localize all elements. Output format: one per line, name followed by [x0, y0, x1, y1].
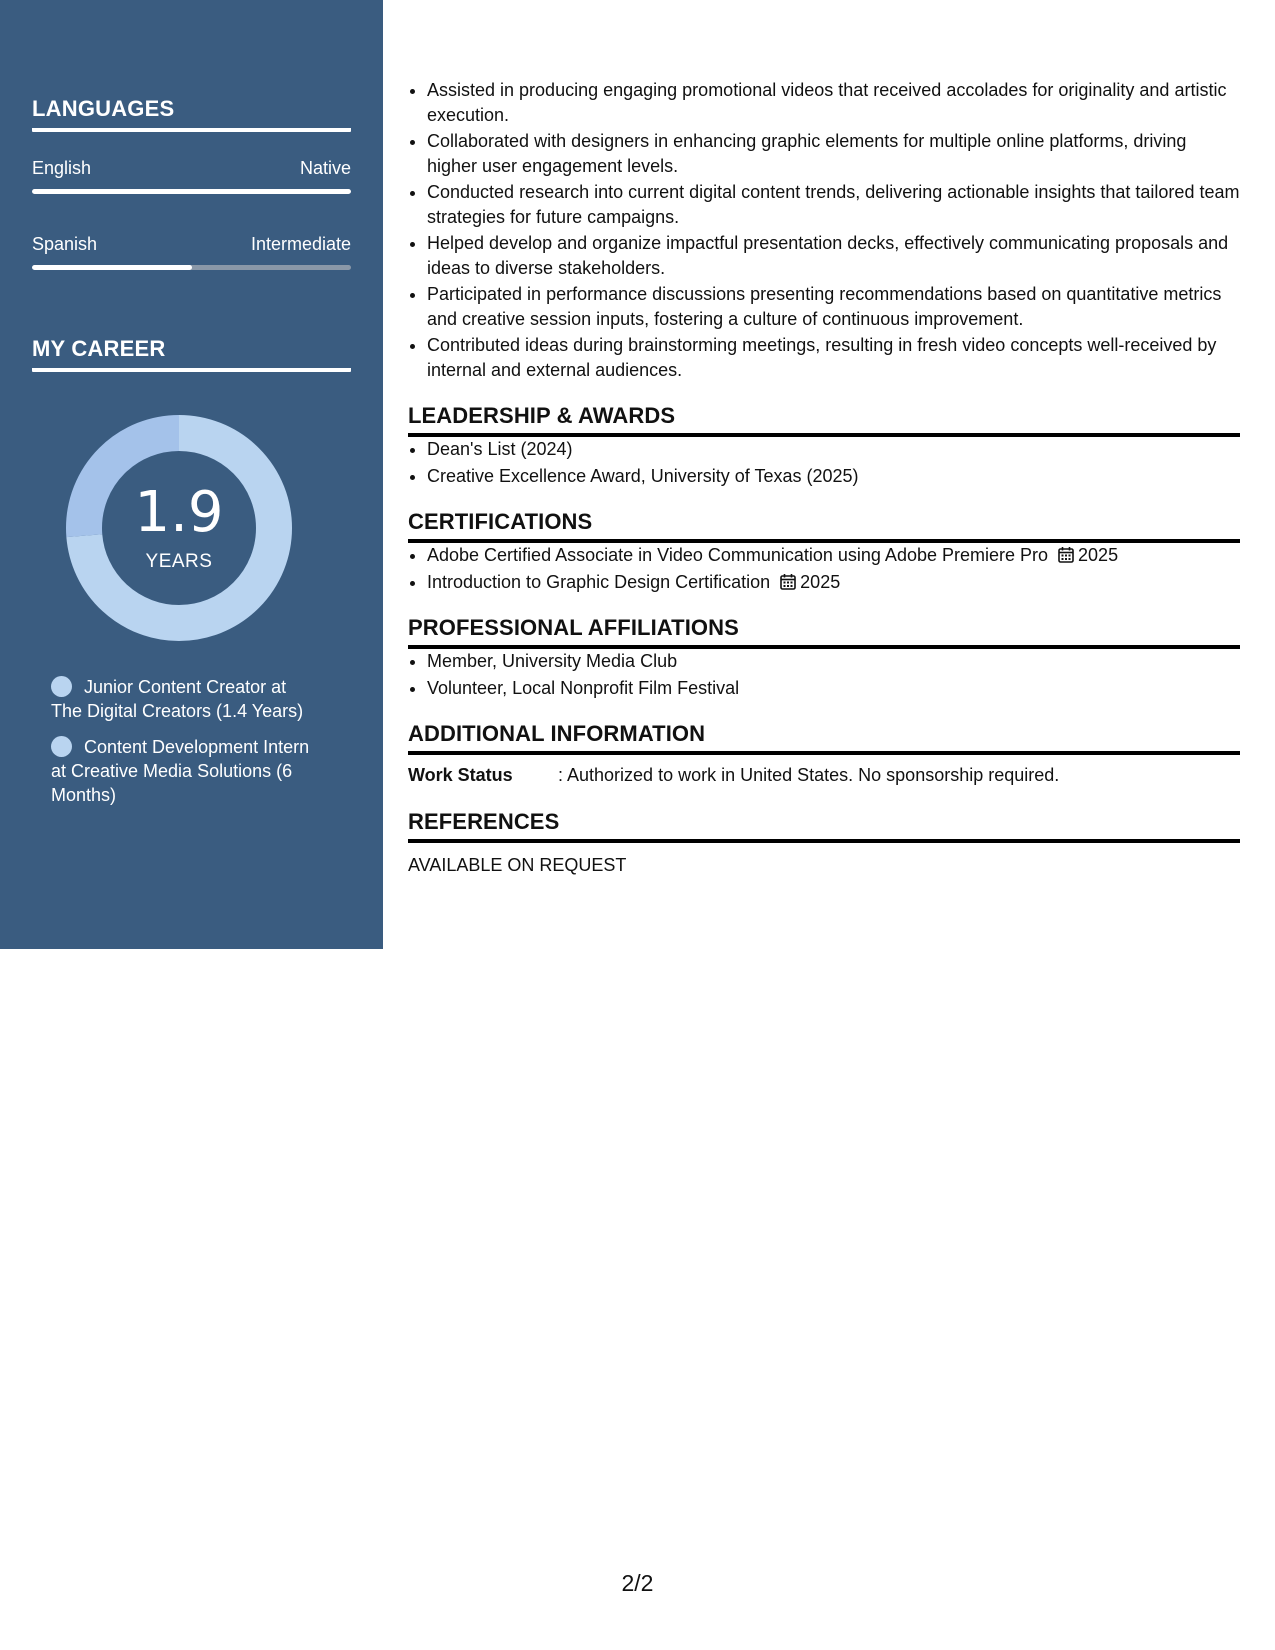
experience-bullet: • Collaborated with designers in enhancing graphic elements for multiple online platforms, driving higher user engagement levels.: [427, 129, 1240, 178]
affiliation-item: • Volunteer, Local Nonprofit Film Festival: [427, 676, 1240, 701]
career-item-text: Content Development Intern at Creative Media Solutions (6 Months): [51, 737, 310, 805]
experience-bullet: • Assisted in producing engaging promotional videos that received accolades for originality and artistic execution.: [427, 78, 1240, 127]
career-donut-center: [66, 415, 292, 641]
main-content: [408, 78, 1240, 877]
certifications-list: [408, 543, 1240, 594]
certification-year: 2025: [1078, 545, 1119, 565]
language-proficiency-fill: [32, 265, 192, 270]
language-item: [32, 234, 351, 270]
references-text: AVAILABLE ON REQUEST: [408, 854, 627, 875]
work-status-value: : Authorized to work in United States. No sponsorship required.: [558, 765, 1060, 785]
certification-date: [1058, 545, 1118, 565]
additional-info-heading: ADDITIONAL INFORMATION: [408, 720, 1240, 755]
experience-bullet: • Contributed ideas during brainstorming meetings, resulting in fresh video concepts well-received by internal and external audiences.: [427, 333, 1240, 382]
certification-item: [427, 543, 1240, 568]
language-item: [32, 158, 351, 194]
experience-bullet: • Helped develop and organize impactful presentation decks, effectively communicating proposals and ideas to diverse stakeholders.: [427, 231, 1240, 280]
certification-year: 2025: [800, 571, 841, 592]
affiliations-list: [408, 649, 1240, 700]
languages-section: [32, 96, 351, 270]
certification-name: Adobe Certified Associate in Video Communication using Adobe Premiere Pro: [427, 545, 1049, 565]
references-heading: REFERENCES: [408, 808, 1240, 843]
leadership-item: • Dean's List (2024): [427, 437, 1240, 462]
calendar-icon: [780, 573, 796, 590]
leadership-item: • Creative Excellence Award, University of Texas (2025): [427, 464, 1240, 489]
language-name: Spanish: [32, 234, 98, 254]
career-years-unit: YEARS: [145, 551, 213, 572]
language-name: English: [32, 158, 92, 178]
language-proficiency-bar: [32, 265, 351, 270]
page-number: 2/2: [621, 1570, 654, 1596]
languages-heading: LANGUAGES: [32, 96, 351, 132]
certification-date: [780, 572, 840, 592]
language-proficiency-fill: [32, 189, 351, 194]
certification-item: [427, 570, 1240, 595]
career-heading: MY CAREER: [32, 336, 351, 372]
career-list: [51, 675, 321, 819]
experience-bullet: • Conducted research into current digital content trends, delivering actionable insights that tailored team strategies for future campaigns.: [427, 180, 1240, 229]
calendar-icon: [1058, 546, 1074, 563]
sidebar: [0, 0, 383, 949]
career-dot-icon: [51, 736, 72, 757]
certifications-heading: CERTIFICATIONS: [408, 508, 1240, 543]
language-level: Intermediate: [250, 234, 351, 254]
career-item: [51, 735, 321, 807]
career-dot-icon: [51, 676, 72, 697]
experience-bullets: [408, 78, 1240, 382]
affiliations-heading: PROFESSIONAL AFFILIATIONS: [408, 614, 1240, 649]
career-total-years: 1.9: [134, 480, 224, 545]
career-item: [51, 675, 321, 723]
experience-bullet: • Participated in performance discussions presenting recommendations based on quantitative metrics and creative session inputs, fostering a culture of continuous improvement.: [427, 282, 1240, 331]
affiliation-item: • Member, University Media Club: [427, 649, 1240, 674]
career-donut-chart: [66, 415, 292, 641]
career-section: [32, 336, 351, 372]
language-level: Native: [299, 158, 351, 178]
leadership-heading: LEADERSHIP & AWARDS: [408, 402, 1240, 437]
career-item-text: Junior Content Creator at The Digital Creators (1.4 Years): [51, 677, 304, 721]
certification-name: Introduction to Graphic Design Certification: [427, 571, 771, 592]
language-proficiency-bar: [32, 189, 351, 194]
work-status-label: Work Status: [408, 765, 513, 785]
leadership-list: [408, 437, 1240, 488]
work-status-row: [408, 763, 1240, 788]
